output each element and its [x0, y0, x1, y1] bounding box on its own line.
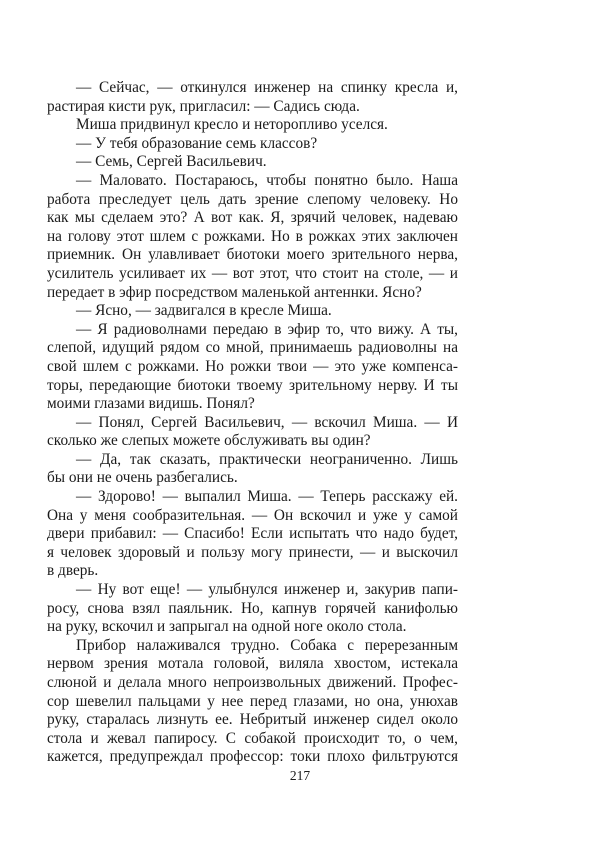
text-line: торы, передающие биотоки твоему зрительному нерву. И ты	[47, 376, 458, 394]
text-line: — Семь, Сергей Васильевич.	[76, 153, 267, 171]
text-line: слюной и делала много непроизвольных движений. Профес-	[47, 674, 458, 691]
text-line: — Ясно, — задвигался в кресле Миша.	[76, 302, 332, 320]
text-line: на руку, вскочил и запрыгал на одной ноге около стола.	[47, 618, 407, 636]
text-line: Миша придвинул кресло и неторопливо уселся.	[76, 116, 388, 134]
page-number: 217	[289, 768, 311, 783]
text-line: сор шевелил пальцами у нее перед глазами, но она, унюхав	[47, 692, 458, 710]
text-line: бы они не очень разбегались.	[47, 469, 238, 487]
text-line: — Ну вот еще! — улыбнулся инженер и, закурив папи-	[76, 581, 458, 599]
text-line: приемник. Он улавливает биотоки моего зрительного нерва,	[47, 246, 458, 264]
text-line: стола и жевал папиросу. С собакой происходит то, о чем,	[47, 729, 458, 747]
text-line: на голову этот шлем с рожками. Но в рожках этих заключен	[47, 227, 458, 245]
text-line: растирая кисти рук, пригласил: — Садись сюда.	[47, 97, 360, 115]
text-line: работа преследует цель дать зрение слепому человеку. Но	[47, 190, 458, 208]
text-line: — Да, так сказать, практически неограниченно. Лишь	[76, 450, 458, 468]
text-line: как мы сделаем это? А вот как. Я, зрячий человек, надеваю	[47, 209, 458, 227]
text-line: росу, снова взял паяльник. Но, капнув горячей канифолью	[47, 599, 458, 617]
text-line: — Маловато. Постараюсь, чтобы понятно было. Наша	[76, 171, 458, 189]
text-line: руку, старалась лизнуть ее. Небритый инженер сидел около	[47, 711, 458, 729]
text-line: моими глазами видишь. Понял?	[47, 395, 255, 413]
text-line: слепой, идущий рядом со мной, принимаешь радиоволны на	[47, 339, 458, 357]
text-line: — Здорово! — выпалил Миша. — Теперь расскажу ей.	[76, 488, 458, 506]
text-line: — Понял, Сергей Васильевич, — вскочил Миша. — И	[76, 413, 458, 431]
page-text	[47, 79, 458, 767]
text-line: Прибор налаживался трудно. Собака с перерезанным	[76, 636, 458, 654]
text-line: Она у меня сообразительная. — Он вскочил и уже у самой	[47, 506, 458, 524]
text-line: кажется, предупреждал профессор: токи плохо фильтруются	[47, 748, 458, 766]
text-line: передает в эфир посредством маленькой антеннки. Ясно?	[47, 283, 422, 301]
text-line: свой шлем с рожками. Но рожки твои — это уже компенса-	[47, 357, 458, 375]
text-line: в дверь.	[47, 562, 99, 580]
text-line: — Я радиоволнами передаю в эфир то, что вижу. А ты,	[76, 320, 458, 338]
text-line: — У тебя образование семь классов?	[76, 134, 318, 152]
text-line: — Сейчас, — откинулся инженер на спинку кресла и,	[76, 79, 458, 96]
text-line: сколько же слепых можете обслуживать вы один?	[47, 432, 371, 450]
text-line: усилитель усиливает их — вот этот, что стоит на столе, — и	[47, 264, 458, 282]
text-line: нервом зрения мотала головой, виляла хвостом, истекала	[47, 655, 458, 673]
text-line: я человек здоровый и пользу могу принести, — и выскочил	[47, 543, 458, 561]
text-line: двери прибавил: — Спасибо! Если испытать что надо будет,	[47, 525, 458, 543]
